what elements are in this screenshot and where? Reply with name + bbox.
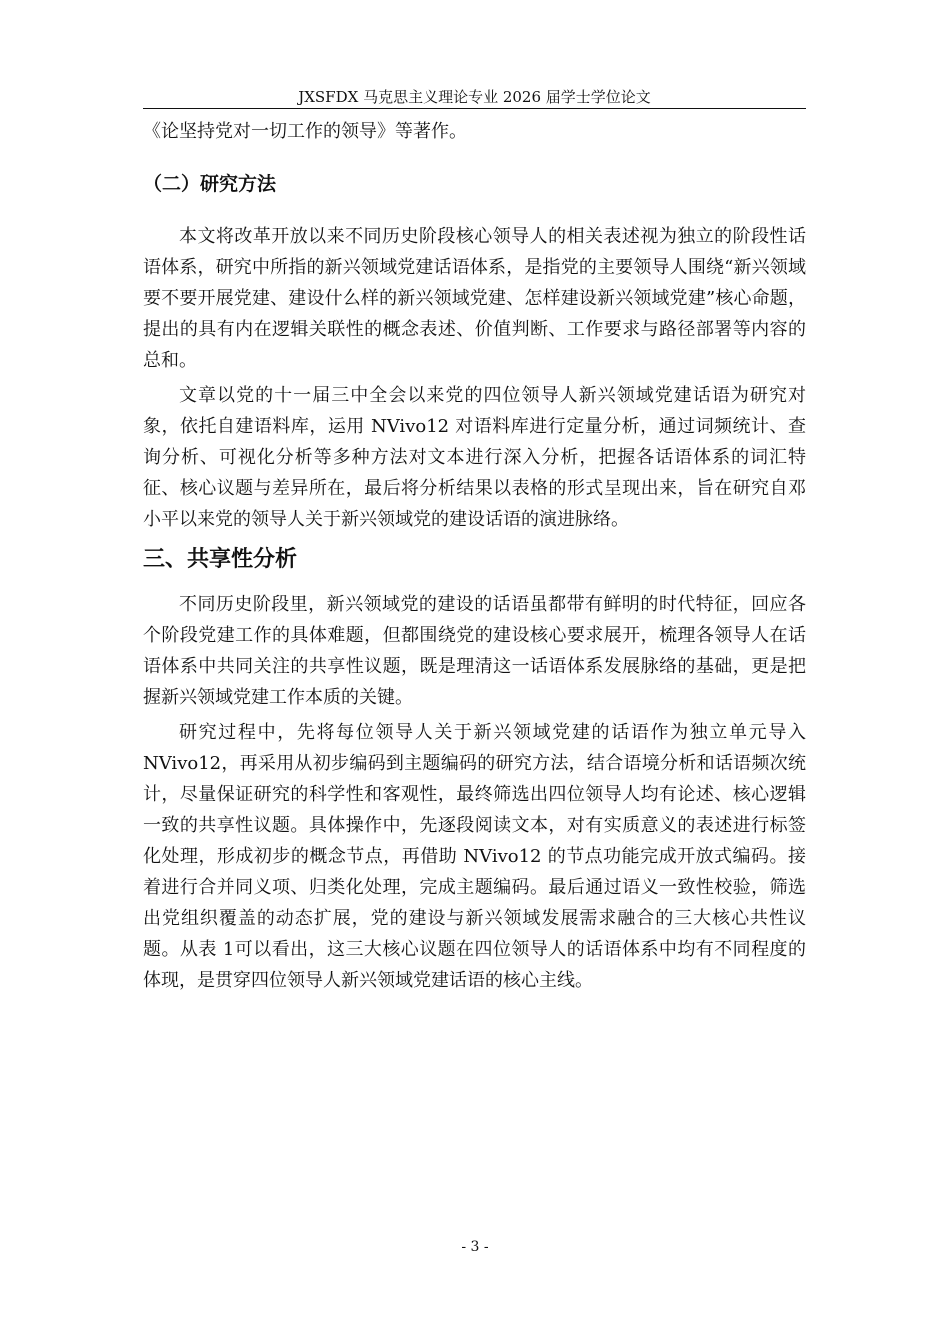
section-heading-research-methods: （二）研究方法 (143, 173, 277, 195)
chapter-heading-shared-analysis: 三、共享性分析 (143, 547, 298, 572)
paragraph: 研究过程中，先将每位领导人关于新兴领域党建的话语作为独立单元导入 NVivo12，再采用从初步编码到主题编码的研究方法，结合语境分析和话语频次统计，尽量保证研究的科学性和客观性，最终筛选出四位领导人均有论述、核心逻辑一致的共享性议题。具体操作中，先逐段阅读文本，对有实质意义的表述进行标签化处理，形成初步的概念节点，再借助 NVivo12 的节点功能完成开放式编码。接着进行合并同义项、归类化处理，完成主题编码。最后通过语义一致性校验，筛选出党组织覆盖的动态扩展，党的建设与新兴领域发展需求融合的三大核心共性议题。从表 1可以看出，这三大核心议题在四位领导人的话语体系中均有不同程度的体现，是贯穿四位领导人新兴领域党建话语的核心主线。 (143, 722, 806, 991)
paragraph: 不同历史阶段里，新兴领域党的建设的话语虽都带有鲜明的时代特征，回应各个阶段党建工作的具体难题，但都围绕党的建设核心要求展开，梳理各领导人在话语体系中共同关注的共享性议题，既是理清这一话语体系发展脉络的基础，更是把握新兴领域党建工作本质的关键。 (143, 594, 806, 708)
running-header: JXSFDX 马克思主义理论专业 2026 届学士学位论文 (143, 88, 806, 109)
paragraph: 文章以党的十一届三中全会以来党的四位领导人新兴领域党建话语为研究对象，依托自建语料库，运用 NVivo12 对语料库进行定量分析，通过词频统计、查询分析、可视化分析等多种方法对文本进行深入分析，把握各话语体系的词汇特征、核心议题与差异所在，最后将分析结果以表格的形式呈现出来，旨在研究自邓小平以来党的领导人关于新兴领域党的建设话语的演进脉络。 (143, 385, 806, 530)
page-body (143, 116, 806, 996)
page-number: - 3 - (461, 1239, 489, 1255)
continuation-text: 《论坚持党对一切工作的领导》等著作。 (143, 121, 467, 142)
paragraph: 本文将改革开放以来不同历史阶段核心领导人的相关表述视为独立的阶段性话语体系，研究中所指的新兴领域党建话语体系，是指党的主要领导人围绕“新兴领域要不要开展党建、建设什么样的新兴领域党建、怎样建设新兴领域党建”核心命题，提出的具有内在逻辑关联性的概念表述、价值判断、工作要求与路径部署等内容的总和。 (143, 226, 806, 371)
